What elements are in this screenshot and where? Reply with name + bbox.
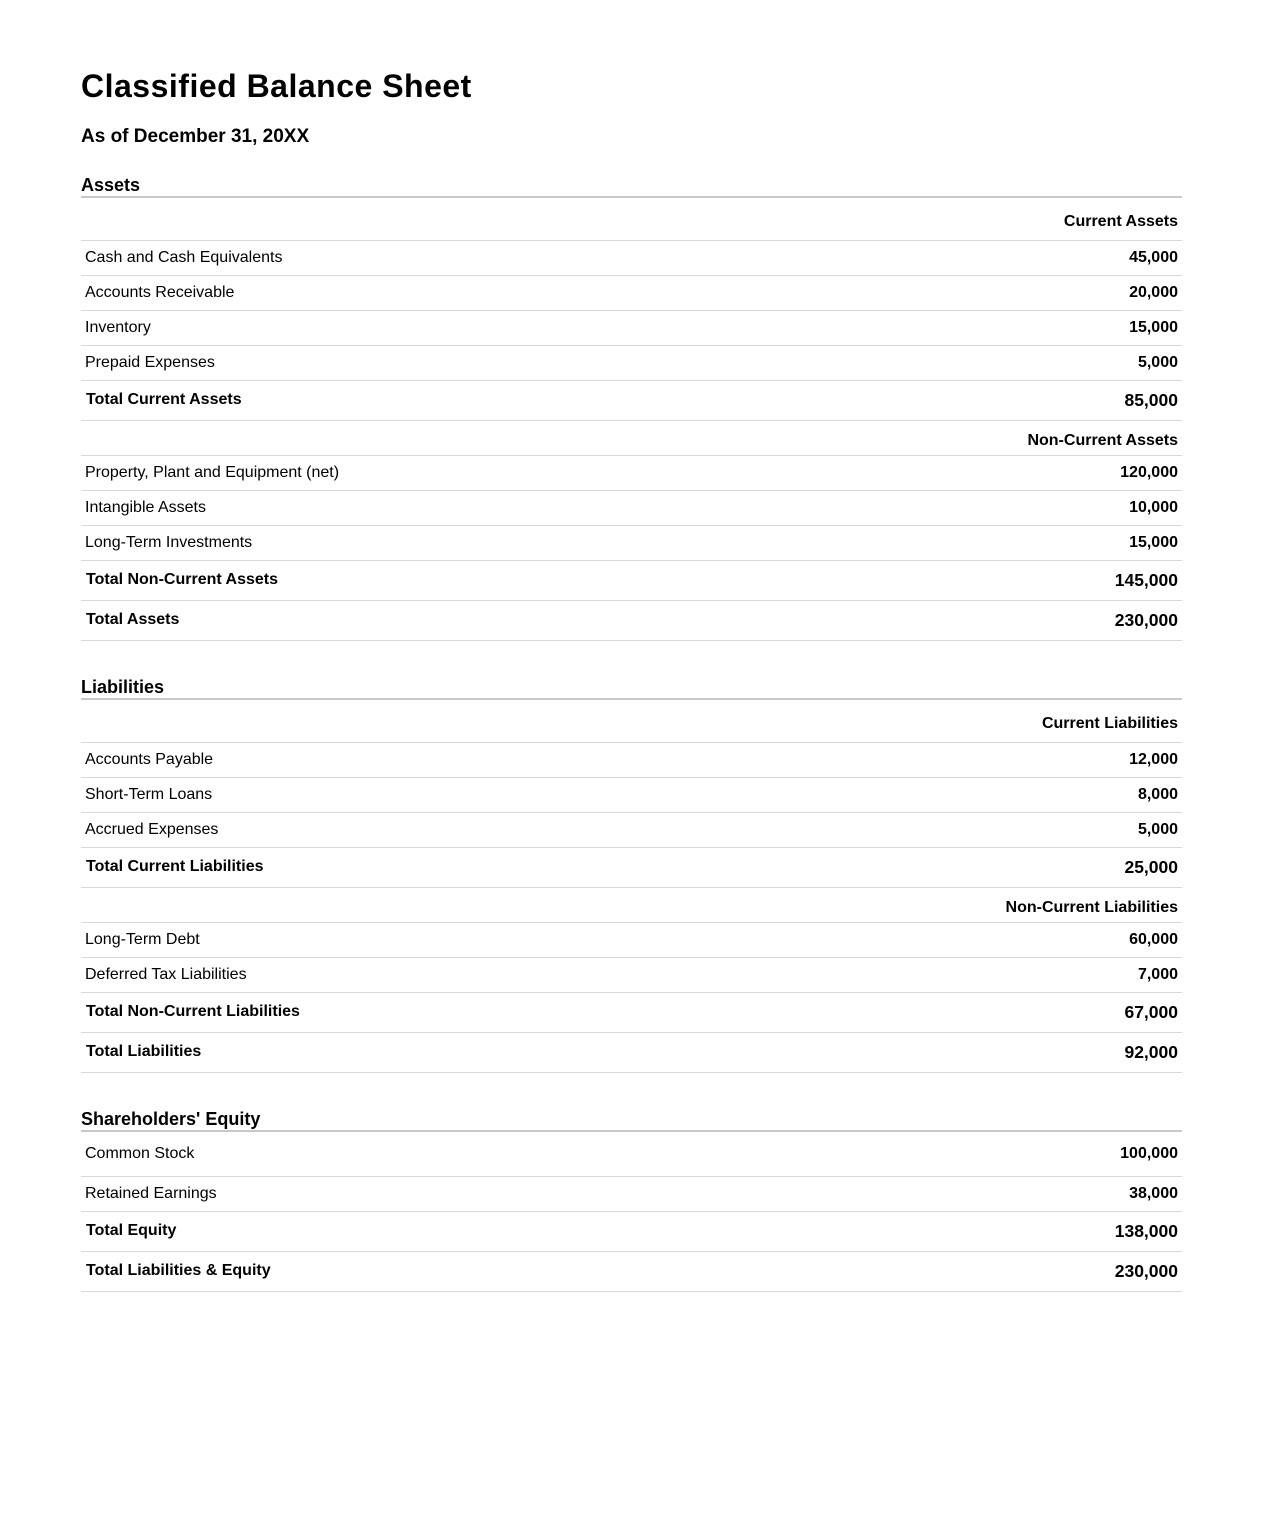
line-item-label: Cash and Cash Equivalents [81,240,632,275]
table-row [81,490,1182,525]
line-item-label: Short-Term Loans [81,777,632,812]
line-item-value: 15,000 [632,525,1183,560]
section-heading-liabilities: Liabilities [81,667,1182,700]
table-row [81,922,1182,957]
total-value: 230,000 [632,1251,1183,1291]
line-item-value: 120,000 [632,455,1183,490]
table-row [81,240,1182,275]
table-row [81,957,1182,992]
line-item-value: 7,000 [632,957,1183,992]
line-item-value: 12,000 [632,742,1183,777]
total-label: Total Current Liabilities [81,847,632,887]
line-item-label: Inventory [81,310,632,345]
table-row [81,345,1182,380]
table-row [81,310,1182,345]
table-row [81,1132,1182,1176]
total-value: 25,000 [632,847,1183,887]
total-row [81,992,1182,1032]
table-row [81,455,1182,490]
total-label: Total Equity [81,1211,632,1251]
total-row [81,380,1182,420]
grand-total-row-liabilities [81,1032,1182,1072]
group-label: Non-Current Assets [632,420,1183,455]
total-value: 85,000 [632,380,1183,420]
table-row [81,777,1182,812]
total-label: Total Non-Current Liabilities [81,992,632,1032]
total-label: Total Assets [81,600,632,640]
line-item-label: Common Stock [81,1132,632,1176]
line-item-label: Prepaid Expenses [81,345,632,380]
liabilities-table [81,700,1182,1073]
grand-total-row-liabilities-equity [81,1251,1182,1291]
total-row [81,847,1182,887]
line-item-label: Accrued Expenses [81,812,632,847]
section-heading-assets: Assets [81,165,1182,198]
total-value: 67,000 [632,992,1183,1032]
total-row [81,1211,1182,1251]
group-row-noncurrent-assets [81,420,1182,455]
line-item-label: Intangible Assets [81,490,632,525]
assets-section [81,165,1182,641]
total-value: 138,000 [632,1211,1183,1251]
table-row [81,275,1182,310]
table-row [81,525,1182,560]
grand-total-row-assets [81,600,1182,640]
total-label: Total Liabilities & Equity [81,1251,632,1291]
total-value: 92,000 [632,1032,1183,1072]
group-label: Current Assets [632,198,1183,240]
line-item-value: 10,000 [632,490,1183,525]
table-row [81,812,1182,847]
total-value: 145,000 [632,560,1183,600]
line-item-label: Long-Term Investments [81,525,632,560]
line-item-label: Long-Term Debt [81,922,632,957]
line-item-value: 20,000 [632,275,1183,310]
page-title: Classified Balance Sheet [81,68,472,104]
line-item-value: 5,000 [632,345,1183,380]
total-label: Total Liabilities [81,1032,632,1072]
table-row [81,1176,1182,1211]
section-heading-equity: Shareholders' Equity [81,1099,1182,1132]
group-row-noncurrent-liabilities [81,887,1182,922]
liabilities-section [81,667,1182,1073]
line-item-label: Property, Plant and Equipment (net) [81,455,632,490]
line-item-label: Deferred Tax Liabilities [81,957,632,992]
line-item-value: 100,000 [632,1132,1183,1176]
line-item-value: 5,000 [632,812,1183,847]
group-label: Current Liabilities [632,700,1183,742]
total-label: Total Current Assets [81,380,632,420]
group-row-current-assets [81,198,1182,240]
assets-table [81,198,1182,641]
line-item-value: 8,000 [632,777,1183,812]
line-item-value: 38,000 [632,1176,1183,1211]
equity-section [81,1099,1182,1292]
line-item-value: 60,000 [632,922,1183,957]
line-item-label: Retained Earnings [81,1176,632,1211]
group-row-current-liabilities [81,700,1182,742]
total-value: 230,000 [632,600,1183,640]
line-item-label: Accounts Receivable [81,275,632,310]
equity-table [81,1132,1182,1292]
group-label: Non-Current Liabilities [632,887,1183,922]
page-subtitle: As of December 31, 20XX [81,126,310,147]
line-item-value: 45,000 [632,240,1183,275]
line-item-label: Accounts Payable [81,742,632,777]
table-row [81,742,1182,777]
total-row [81,560,1182,600]
total-label: Total Non-Current Assets [81,560,632,600]
line-item-value: 15,000 [632,310,1183,345]
